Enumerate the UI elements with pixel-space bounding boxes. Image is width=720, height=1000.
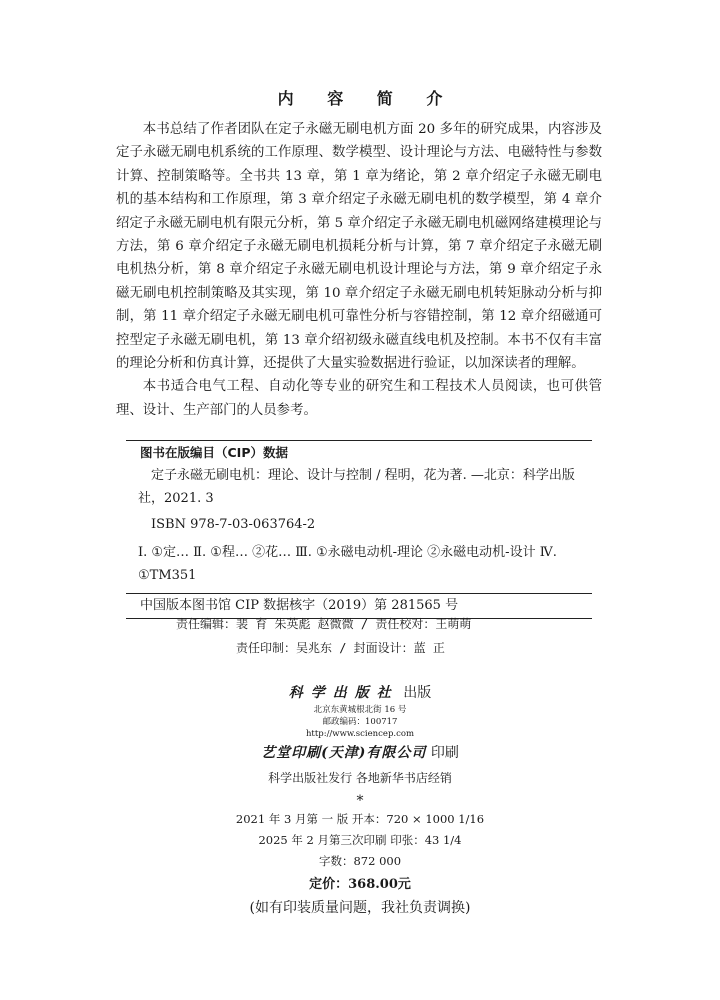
summary-paragraph: 本书总结了作者团队在定子永磁无刷电机方面 20 多年的研究成果，内容涉及定子永磁无刷电机系统的工作原理、数学模型、设计理论与方法、电磁特性与参数计算、控制策略等。全书共 13 章，第 1 章为绪论，第 2 章介绍定子永磁无刷电机的基本结构和工作原理，第 3 章介绍定子永磁无刷电机的数学模型，第 4 章介绍定子永磁无刷电机有限元分析，第 5 章介绍定子永磁无刷电机磁网络建模理论与方法，第 6 章介绍定子永磁无刷电机损耗分析与计算，第 7 章介绍定子永磁无刷电机热分析，第 8 章介绍定子永磁无刷电机设计理论与方法，第 9 章介绍定子永磁无刷电机控制策略及其实现，第 10 章介绍定子永磁无刷电机转矩脉动分析与抑制，第 11 章介绍定子永磁无刷电机可靠性分析与容错控制，第 12 章介绍磁通可控型定子永磁无刷电机，第 13 章介绍初级永磁直线电机及控制。本书不仅有丰富的理论分析和仿真计算，还提供了大量实验数据进行验证，以加深读者的理解。	[116, 122, 602, 372]
word-count: 字数：872 000	[318, 854, 402, 868]
publisher-logo-text: 科学出版社	[288, 685, 399, 701]
imprint-block	[0, 682, 720, 919]
cip-block	[126, 440, 592, 619]
cip-record-number: 中国版本图书馆 CIP 数据核字（2019）第 281565 号	[126, 593, 592, 619]
publisher-suffix: 出版	[403, 685, 432, 701]
cip-isbn: ISBN 978-7-03-063764-2	[151, 517, 316, 532]
cip-body	[126, 464, 592, 587]
cip-classification: Ⅰ. ①定… Ⅱ. ①程… ②花… Ⅲ. ①永磁电动机-理论 ②永磁电动机-设计 Ⅳ. ①TM351	[138, 545, 557, 583]
quality-note: (如有印装质量问题，我社负责调换)	[249, 900, 471, 916]
printer-logo-text: 艺堂印刷(天津)有限公司	[261, 745, 427, 761]
printer-name	[0, 742, 720, 764]
summary-paragraph: 本书适合电气工程、自动化等专业的研究生和工程技术人员阅读，也可供管理、设计、生产部门的人员参考。	[116, 379, 602, 418]
summary-title: 内 容 简 介	[277, 89, 457, 108]
printer-suffix: 印刷	[430, 745, 459, 761]
edition-line: 2025 年 2 月第三次印刷 印张：43 1/4	[258, 833, 462, 847]
editors-line: 责任印制：吴兆东 / 封面设计：蓝 正	[236, 641, 445, 655]
price: 定价：368.00元	[309, 877, 411, 892]
editors-line: 责任编辑：裴 育 朱英彪 赵微微 / 责任校对：王萌萌	[176, 617, 472, 631]
editors-credits	[0, 612, 720, 660]
distribution-line: 科学出版社发行 各地新华书店经销	[268, 771, 452, 785]
publisher-address: 北京东黄城根北街 16 号	[313, 705, 407, 715]
publisher-postcode: 邮政编码：100717	[322, 717, 398, 727]
cip-bibliography: 定子永磁无刷电机：理论、设计与控制 / 程明，花为著. —北京：科学出版社，2021. 3	[138, 468, 575, 506]
publisher-website: http://www.sciencep.com	[305, 729, 415, 739]
separator-star: *	[356, 793, 364, 809]
summary-section	[116, 118, 602, 422]
publisher-name	[0, 682, 720, 704]
edition-line: 2021 年 3 月第 一 版 开本：720 × 1000 1/16	[235, 812, 485, 826]
cip-heading: 图书在版编目（CIP）数据	[140, 445, 288, 460]
